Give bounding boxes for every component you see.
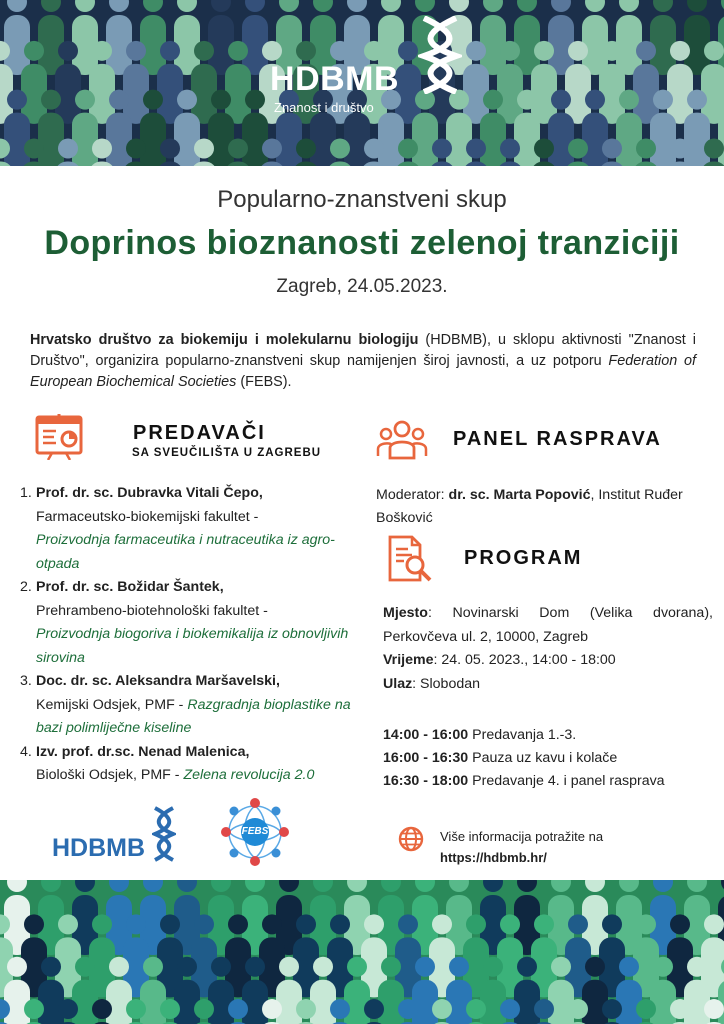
schedule-desc: Pauza uz kavu i kolače bbox=[468, 750, 618, 766]
speaker-talk: Proizvodnja biogoriva i biokemikalija iz obnovljivih sirovina bbox=[36, 626, 349, 666]
entry-value: : Slobodan bbox=[412, 675, 481, 692]
speaker-name: Doc. dr. sc. Aleksandra Maršavelski, bbox=[36, 673, 280, 689]
footer-crowd-image bbox=[0, 880, 724, 1024]
program-title: PROGRAM bbox=[464, 547, 583, 569]
time-value: : 24. 05. 2023., 14:00 - 18:00 bbox=[433, 652, 616, 668]
speaker-talk: Zelena revolucija 2.0 bbox=[183, 767, 315, 783]
event-title: Doprinos bioznanosti zelenoj tranziciji bbox=[44, 224, 680, 262]
intro-text-1: (HDBMB), u sklopu aktivnosti "Znanost i Društvo", organizira popularno-znanstveni skup namijenjen široj javnosti, a uz potporu bbox=[30, 332, 696, 369]
moderator-institute: , Institut Ruđer Bošković bbox=[376, 487, 683, 526]
brand-tagline: Znanost i društvo bbox=[274, 100, 374, 115]
moderator-label: Moderator: bbox=[376, 487, 449, 503]
presentation-chart-icon bbox=[34, 414, 84, 460]
speaker-affiliation: Farmaceutsko-biokemijski fakultet - bbox=[36, 508, 259, 525]
globe-icon bbox=[398, 826, 424, 852]
schedule-desc: Predavanje 4. i panel rasprava bbox=[468, 773, 665, 789]
list-item bbox=[20, 670, 365, 741]
speaker-number: 4. bbox=[20, 743, 32, 760]
schedule-desc: Predavanja 1.-3. bbox=[468, 727, 577, 743]
website-link[interactable]: https://hdbmb.hr/ bbox=[440, 850, 547, 865]
panel-moderator bbox=[376, 484, 696, 530]
speaker-talk: Proizvodnja farmaceutika i nutraceutika iz agro-otpada bbox=[36, 532, 335, 572]
program-place bbox=[383, 602, 713, 649]
dna-helix-icon bbox=[418, 16, 462, 94]
hdbmb-footer-logo bbox=[52, 806, 182, 866]
schedule-time: 14:00 - 16:00 bbox=[383, 727, 469, 743]
list-item bbox=[20, 482, 365, 576]
panel-title: PANEL RASPRAVA bbox=[453, 428, 662, 450]
program-time bbox=[383, 649, 713, 673]
program-details bbox=[383, 602, 713, 696]
event-date: Zagreb, 24.05.2023. bbox=[276, 276, 448, 297]
intro-paragraph bbox=[30, 330, 696, 393]
intro-febs: Federation of European Biochemical Societies bbox=[30, 353, 696, 390]
speaker-number: 3. bbox=[20, 673, 32, 689]
list-item bbox=[20, 576, 365, 670]
document-search-icon bbox=[386, 534, 434, 584]
speaker-affiliation: Biološki Odsjek, PMF - bbox=[36, 767, 184, 783]
speaker-affiliation: Kemijski Odsjek, PMF - bbox=[36, 696, 188, 713]
entry-label: Ulaz bbox=[383, 675, 413, 692]
dna-helix-icon bbox=[152, 806, 176, 862]
schedule-item bbox=[383, 724, 719, 747]
febs-footer-logo bbox=[219, 796, 291, 868]
moderator-name: dr. sc. Marta Popović bbox=[448, 487, 591, 503]
time-label: Vrijeme bbox=[383, 652, 434, 668]
program-entry bbox=[383, 673, 713, 697]
speaker-name: Prof. dr. sc. Dubravka Vitali Čepo, bbox=[36, 485, 263, 501]
place-label: Mjesto bbox=[383, 605, 428, 621]
program-heading bbox=[464, 547, 582, 570]
speakers-subheading bbox=[132, 447, 321, 459]
schedule-time: 16:30 - 18:00 bbox=[383, 773, 469, 789]
speaker-number: 2. bbox=[20, 579, 32, 595]
list-item bbox=[20, 741, 365, 788]
schedule-item bbox=[383, 770, 719, 793]
brand-name: HDBMB bbox=[270, 60, 400, 98]
febs-logo-text: FEBS bbox=[241, 826, 269, 837]
speakers-title: PREDAVAČI bbox=[133, 422, 266, 444]
more-info-text: Više informacija potražite na bbox=[440, 829, 604, 844]
footer-logo-text: HDBMB bbox=[52, 834, 146, 862]
group-people-icon bbox=[376, 418, 428, 460]
speaker-talk: Razgradnja bioplastike na bazi polimliječne kiseline bbox=[36, 696, 351, 736]
speaker-number: 1. bbox=[20, 485, 32, 501]
intro-text-2: (FEBS). bbox=[236, 374, 292, 390]
panel-heading bbox=[453, 428, 662, 451]
speakers-list bbox=[20, 482, 365, 788]
speaker-name: Izv. prof. dr.sc. Nenad Malenica, bbox=[36, 743, 250, 760]
intro-org: Hrvatsko društvo za biokemiju i molekularnu biologiju bbox=[30, 332, 419, 348]
speakers-subtitle: SA SVEUČILIŠTA U ZAGREBU bbox=[132, 447, 322, 459]
hdbmb-header-logo bbox=[270, 16, 470, 116]
event-subtitle: Popularno-znanstveni skup bbox=[217, 186, 507, 213]
speaker-name: Prof. dr. sc. Božidar Šantek, bbox=[36, 579, 224, 595]
speaker-affiliation: Prehrambeno-biotehnološki fakultet - bbox=[36, 602, 268, 619]
speakers-heading bbox=[133, 422, 266, 445]
more-info bbox=[440, 826, 603, 868]
schedule-time: 16:00 - 16:30 bbox=[383, 750, 469, 766]
crowd-illustration-bottom bbox=[0, 880, 724, 1024]
place-value: : Novinarski Dom (Velika dvorana), Perkovčeva ul. 2, 10000, Zagreb bbox=[383, 605, 713, 645]
schedule-item bbox=[383, 747, 719, 770]
schedule-list bbox=[383, 724, 719, 793]
